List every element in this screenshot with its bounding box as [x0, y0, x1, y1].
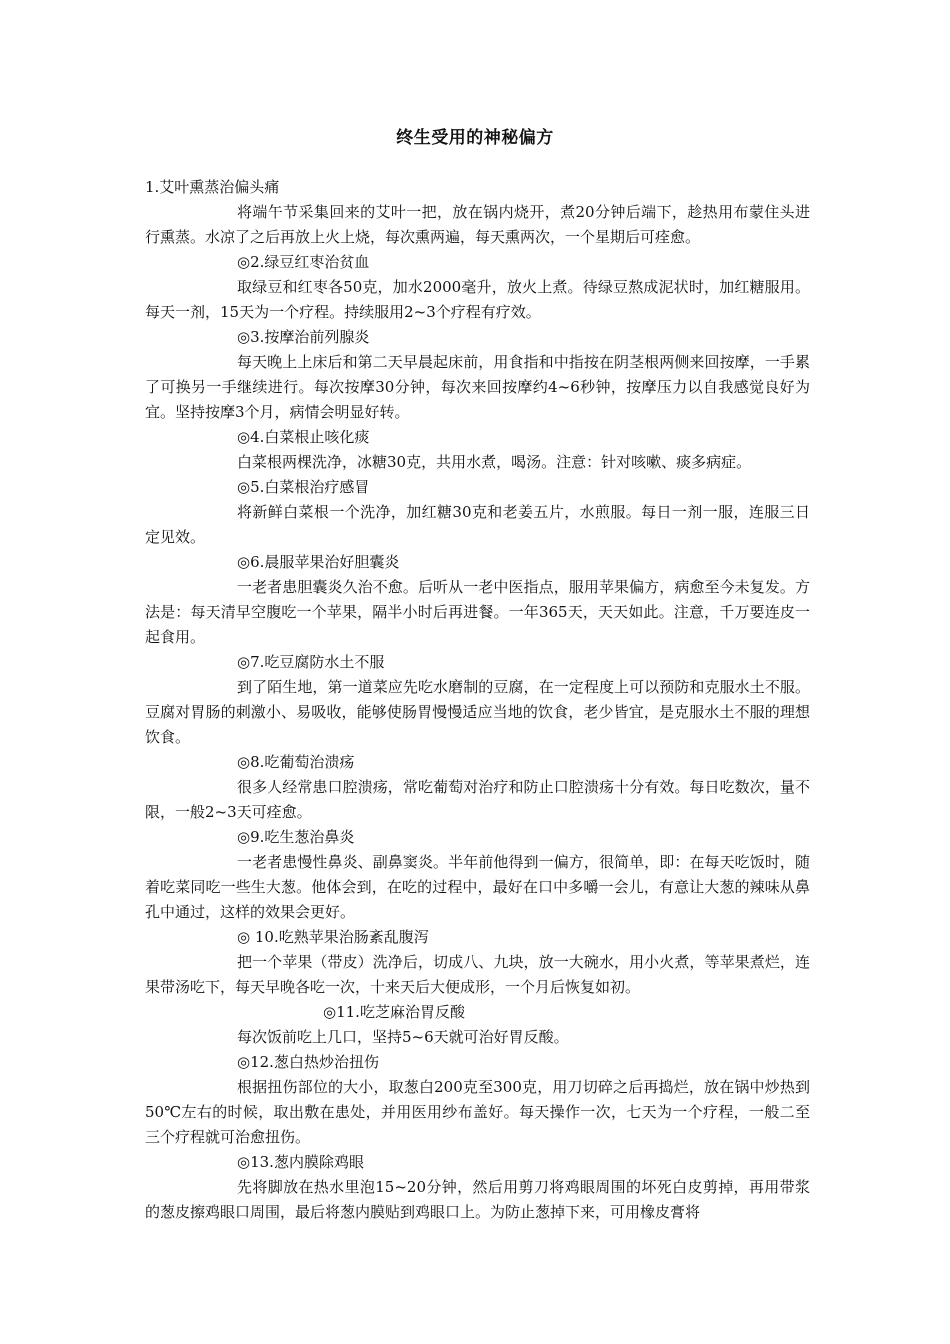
section-body: 将端午节采集回来的艾叶一把，放在锅内烧开，煮20分钟后端下，趁热用布蒙住头进行熏蒸。水凉了之后再放上火上烧，每次熏两遍，每天熏两次，一个星期后可痊愈。	[145, 203, 810, 246]
section-heading: ◎2.绿豆红枣治贫血	[237, 253, 370, 271]
section-heading: ◎7.吃豆腐防水土不服	[237, 653, 385, 671]
section-heading: ◎13.葱内膜除鸡眼	[237, 1153, 364, 1171]
section-heading: ◎11.吃芝麻治胃反酸	[323, 1003, 465, 1021]
section-body: 一老者患胆囊炎久治不愈。后听从一老中医指点，服用苹果偏方，病愈至今未复发。方法是：每天清早空腹吃一个苹果，隔半小时后再进餐。一年365天，天天如此。注意，千万要连皮一起食用。	[145, 578, 810, 646]
section-body: 一老者患慢性鼻炎、副鼻窦炎。半年前他得到一偏方，很简单，即：在每天吃饭时，随着吃菜同吃一些生大葱。他体会到，在吃的过程中，最好在口中多嚼一会儿，有意让大葱的辣味从鼻孔中通过，这样的效果会更好。	[145, 853, 810, 921]
section-body: 很多人经常患口腔溃疡，常吃葡萄对治疗和防止口腔溃疡十分有效。每日吃数次，量不限，一般2~3天可痊愈。	[145, 778, 810, 821]
section-body: 将新鲜白菜根一个洗净，加红糖30克和老姜五片，水煎服。每日一剂一服，连服三日定见效。	[145, 503, 810, 546]
section-heading: ◎12.葱白热炒治扭伤	[237, 1053, 379, 1071]
section-heading: ◎8.吃葡萄治溃疡	[237, 753, 355, 771]
section-heading: ◎ 10.吃熟苹果治肠紊乱腹泻	[237, 928, 429, 946]
section-body: 根据扭伤部位的大小，取葱白200克至300克，用刀切碎之后再捣烂，放在锅中炒热到50℃左右的时候，取出敷在患处，并用医用纱布盖好。每天操作一次，七天为一个疗程，一般二至三个疗程就可治愈扭伤。	[145, 1078, 810, 1146]
section-heading: ◎5.白菜根治疗感冒	[237, 478, 370, 496]
document-body	[145, 175, 810, 1225]
section-body: 取绿豆和红枣各50克，加水2000毫升，放火上煮。待绿豆熬成泥状时，加红糖服用。每天一剂，15天为一个疗程。持续服用2~3个疗程有疗效。	[145, 278, 810, 321]
section-body: 每次饭前吃上几口，坚持5~6天就可治好胃反酸。	[237, 1028, 569, 1046]
page-title: 终生受用的神秘偏方	[396, 128, 554, 148]
section-body: 每天晚上上床后和第二天早晨起床前，用食指和中指按在阴茎根两侧来回按摩，一手累了可换另一手继续进行。每次按摩30分钟，每次来回按摩约4~6秒钟，按摩压力以自我感觉良好为宜。坚持按摩3个月，病情会明显好转。	[145, 353, 810, 421]
section-body: 先将脚放在热水里泡15~20分钟，然后用剪刀将鸡眼周围的坏死白皮剪掉，再用带浆的葱皮擦鸡眼口周围，最后将葱内膜贴到鸡眼口上。为防止葱掉下来，可用橡皮膏将	[145, 1178, 810, 1221]
section-body: 把一个苹果（带皮）洗净后，切成八、九块，放一大碗水，用小火煮，等苹果煮烂，连果带汤吃下，每天早晚各吃一次，十来天后大便成形，一个月后恢复如初。	[145, 953, 810, 996]
section-heading: 1.艾叶熏蒸治偏头痛	[145, 178, 280, 196]
section-heading: ◎3.按摩治前列腺炎	[237, 328, 370, 346]
section-body: 白菜根两棵洗净，冰糖30克，共用水煮，喝汤。注意：针对咳嗽、痰多病症。	[237, 453, 752, 471]
section-heading: ◎9.吃生葱治鼻炎	[237, 828, 355, 846]
section-body: 到了陌生地，第一道菜应先吃水磨制的豆腐，在一定程度上可以预防和克服水土不服。豆腐对胃肠的刺激小、易吸收，能够使肠胃慢慢适应当地的饮食，老少皆宜，是克服水土不服的理想饮食。	[145, 678, 810, 746]
section-heading: ◎6.晨服苹果治好胆囊炎	[237, 553, 400, 571]
section-heading: ◎4.白菜根止咳化痰	[237, 428, 370, 446]
